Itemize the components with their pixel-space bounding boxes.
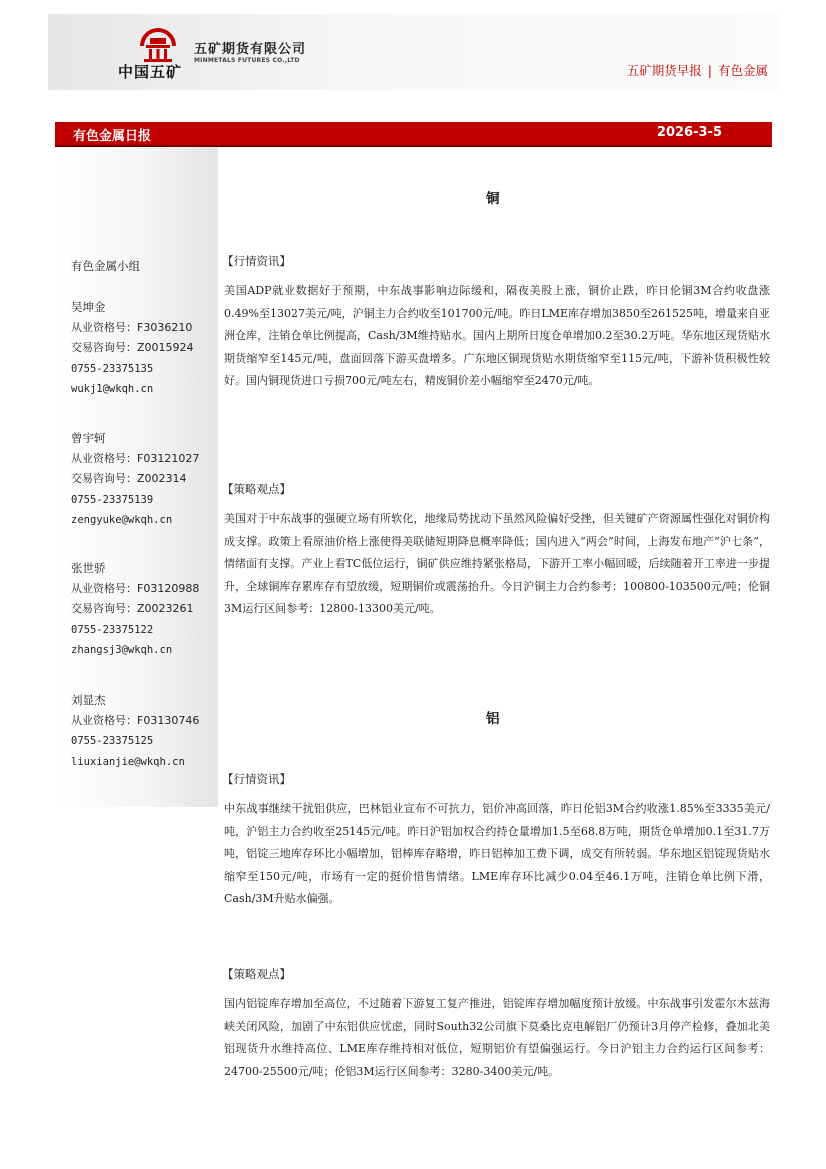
company-name-cn: 五矿期货有限公司 — [194, 42, 307, 57]
analyst-card — [71, 297, 194, 400]
paragraph: 国内铝锭库存增加至高位，不过随着下游复工复产推进，铝锭库存增加幅度预计放缓。中东战事引发霍尔木兹海峡关闭风险，加剧了中东铝供应忧虑，同时South32公司旗下莫桑比克电解铝厂仍预计3月停产检修，叠加北美铝现货升水维持高位、LME库存维持相对低位，短期铝价有望偏强运行。今日沪铝主力合约运行区间参考：24700-25500元/吨；伦铝3M运行区间参考：3280-3400美元/吨。 — [224, 997, 770, 1078]
analyst-phone: 0755-23375122 — [71, 623, 154, 636]
paragraph: 中东战事继续干扰铝供应，巴林铝业宣布不可抗力，铝价冲高回落，昨日伦铝3M合约收涨1.85%至3335美元/吨，沪铝主力合约收至25145元/吨。昨日沪铝加权合约持仓量增加1.5至68.8万吨，期货仓单增加0.1至31.7万吨，铝锭三地库存环比小幅增加，铝棒库存略增，昨日铝棒加工费下调，成交有所转弱。华东地区铝锭现货贴水缩窄至150元/吨，市场有一定的挺价惜售情绪。LME库存环比减少0.04至46.1万吨，注销仓单比例下滑，Cash/3M升贴水偏强。 — [224, 802, 770, 905]
report-title: 有色金属日报 — [73, 129, 152, 144]
company-logo-icon — [136, 24, 180, 66]
analyst-email: wukj1@wkqh.cn — [71, 383, 154, 395]
paragraph: 美国对于中东战事的强硬立场有所软化，地缘局势扰动下虽然风险偏好受挫，但关键矿产资源属性强化对铜价构成支撑。政策上看原油价格上涨使得美联储短期降息概率降低；国内进入“两会”时间，上海发布地产“沪七条”，情绪面有支撑。产业上看TC低位运行，铜矿供应维持紧张格局，下游开工率小幅回暖，后续随着开工率进一步提升，全球铜库存累库存有望放缓，短期铜价或震荡抬升。今日沪铜主力合约参考：100800-103500元/吨；伦铜3M运行区间参考：12800-13300美元/吨。 — [224, 512, 770, 615]
analyst-name: 刘显杰 — [71, 693, 106, 707]
analyst-license: 从业资格号：F03121027 — [71, 451, 200, 465]
breadcrumb — [627, 61, 768, 79]
section-title-aluminium: 铝 — [486, 711, 500, 727]
analyst-license: 从业资格号：F3036210 — [71, 320, 193, 334]
analyst-card — [71, 558, 199, 661]
analyst-card — [71, 690, 199, 772]
report-date: 2026-3-5 — [656, 125, 722, 140]
logo-text-cn: 中国五矿 — [118, 63, 183, 81]
breadcrumb-separator: | — [707, 63, 712, 78]
market-info-tag: 【行情资讯】 — [222, 772, 291, 786]
analyst-name: 张世骄 — [71, 561, 106, 575]
page-header — [48, 14, 780, 90]
analyst-name: 吴坤金 — [71, 300, 106, 314]
section-title-copper: 铜 — [486, 191, 500, 207]
analyst-phone: 0755-23375139 — [71, 493, 154, 506]
analyst-consult: 交易咨询号：Z002314 — [71, 472, 187, 485]
strategy-tag: 【策略观点】 — [222, 482, 291, 496]
report-title-bar — [55, 122, 772, 147]
analyst-card — [71, 428, 199, 531]
strategy-text — [224, 508, 770, 621]
analyst-email: zhangsj3@wkqh.cn — [71, 644, 173, 656]
breadcrumb-category: 有色金属 — [717, 63, 768, 78]
analyst-phone: 0755-23375125 — [71, 735, 154, 747]
analyst-email: zengyuke@wkqh.cn — [71, 514, 173, 526]
strategy-tag: 【策略观点】 — [222, 967, 291, 981]
strategy-text — [224, 993, 770, 1083]
market-info-text — [224, 798, 770, 911]
market-info-tag: 【行情资讯】 — [222, 254, 291, 268]
analyst-email: liuxianjie@wkqh.cn — [71, 755, 185, 768]
analyst-consult: 交易咨询号：Z0015924 — [71, 341, 194, 354]
analyst-name: 曾宇轲 — [71, 431, 106, 445]
paragraph: 美国ADP就业数据好于预期，中东战事影响边际缓和，隔夜美股上涨，铜价止跌，昨日伦铜3M合约收盘涨0.49%至13027美元/吨，沪铜主力合约收至101700元/吨。昨日LME库存增加3850至261525吨，增量来自亚洲仓库，注销仓单比例提高，Cash/3M维持贴水。国内上期所日度仓单增加0.2至30.2万吨。华东地区现货贴水期货缩窄至145元/吨，盘面回落下游买盘增多。广东地区铜现货贴水期货缩窄至115元/吨，下游补货积极性较好。国内铜现货进口亏损700元/吨左右，精废铜价差小幅缩窄至2470元/吨。 — [224, 284, 770, 387]
analyst-license: 从业资格号：F03120988 — [71, 581, 200, 595]
analyst-phone: 0755-23375135 — [71, 362, 154, 375]
analyst-license: 从业资格号：F03130746 — [71, 713, 200, 727]
breadcrumb-report: 五矿期货早报 — [626, 63, 702, 78]
analyst-consult: 交易咨询号：Z0023261 — [71, 602, 194, 615]
market-info-text — [224, 280, 770, 393]
company-name-en: MINMETALS FUTURES CO.,LTD — [194, 57, 300, 64]
team-name: 有色金属小组 — [71, 259, 140, 273]
